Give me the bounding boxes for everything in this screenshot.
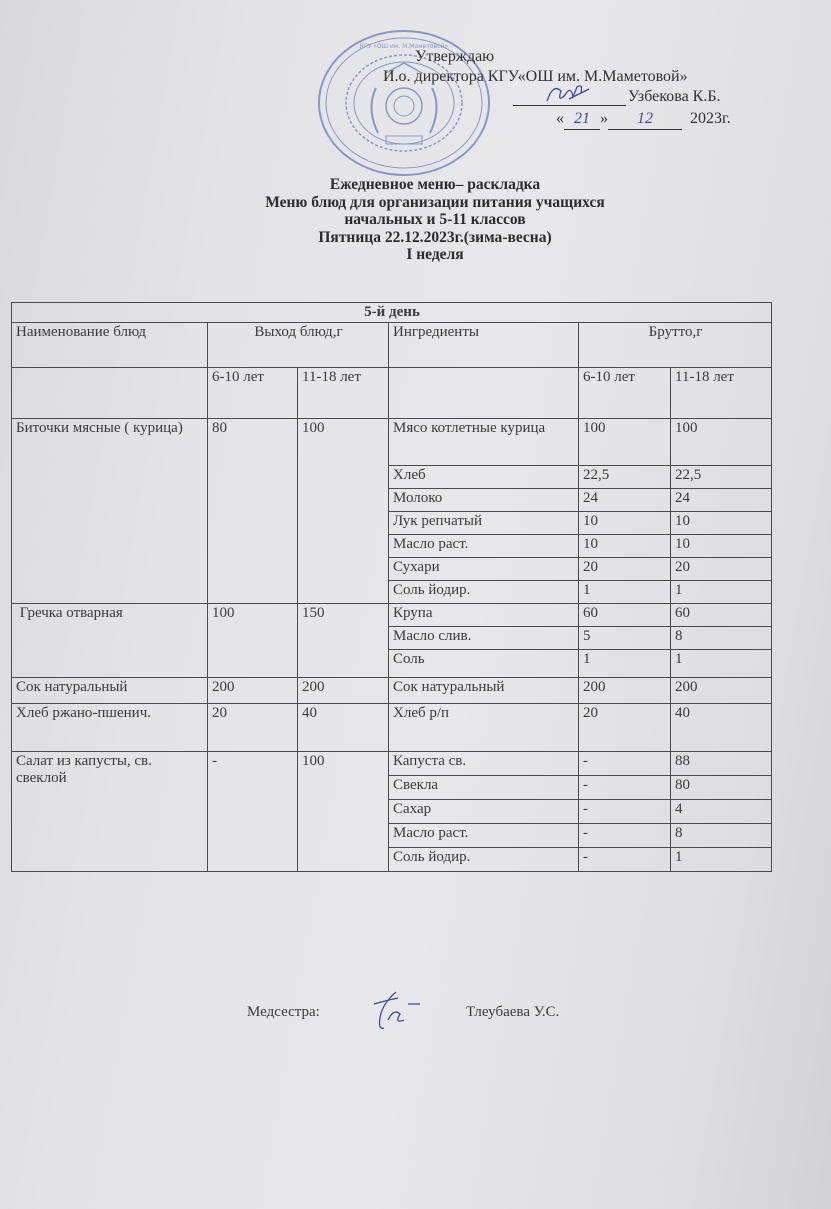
date-open-quote: « — [556, 110, 564, 127]
ingredient-gross-young: - — [579, 776, 671, 800]
ingredient-gross-young: 1 — [579, 581, 671, 604]
ingredient-name: Масло раст. — [389, 824, 579, 848]
nurse-name: Тлеубаева У.С. — [466, 1004, 560, 1020]
ingredient-name: Сок натуральный — [389, 678, 579, 704]
title-line-5: I неделя — [406, 246, 464, 263]
age-gross-young: 6-10 лет — [579, 368, 671, 419]
dish-yield-old: 100 — [298, 419, 389, 604]
dish-name: Салат из капусты, св. свеклой — [12, 752, 208, 872]
ingredient-gross-young: - — [579, 824, 671, 848]
ingredient-gross-young: 1 — [579, 650, 671, 678]
ingredient-name: Лук репчатый — [389, 512, 579, 535]
age-row — [12, 368, 772, 419]
ingredient-gross-young: 10 — [579, 512, 671, 535]
ingredient-gross-old: 200 — [671, 678, 772, 704]
nurse-role: Медсестра: — [247, 1004, 320, 1020]
ingredient-gross-young: 60 — [579, 604, 671, 627]
date-month: 12 — [608, 109, 682, 130]
title-line-1: Ежедневное меню– раскладка — [329, 176, 541, 193]
header-ingredients: Ингредиенты — [389, 323, 579, 368]
title-line-3: начальных и 5-11 классов — [344, 211, 526, 228]
ingredient-gross-young: 10 — [579, 535, 671, 558]
table-row — [12, 604, 772, 627]
ingredient-gross-old: 40 — [671, 704, 772, 752]
age-yield-young: 6-10 лет — [208, 368, 298, 419]
age-gross-old: 11-18 лет — [671, 368, 772, 419]
ingredient-gross-old: 1 — [671, 581, 772, 604]
age-empty-ingredient — [389, 368, 579, 419]
ingredient-gross-old: 22,5 — [671, 466, 772, 489]
table-row — [12, 419, 772, 466]
dish-yield-young: 80 — [208, 419, 298, 604]
dish-yield-young: 200 — [208, 678, 298, 704]
ingredient-name: Соль йодир. — [389, 848, 579, 872]
table-row — [12, 704, 772, 752]
date-day: 21 — [564, 109, 600, 130]
director-name: Узбекова К.Б. — [628, 88, 721, 105]
ingredient-gross-old: 1 — [671, 848, 772, 872]
ingredient-gross-old: 88 — [671, 752, 772, 776]
ingredient-gross-young: 20 — [579, 558, 671, 581]
dish-yield-old: 200 — [298, 678, 389, 704]
ingredient-gross-old: 1 — [671, 650, 772, 678]
day-header: 5-й день — [12, 303, 772, 323]
ingredient-gross-old: 4 — [671, 800, 772, 824]
ingredient-gross-young: - — [579, 848, 671, 872]
ingredient-gross-old: 8 — [671, 627, 772, 650]
table-row — [12, 678, 772, 704]
ingredient-name: Молоко — [389, 489, 579, 512]
stamp-text: КГУ «ОШ им. М.Маметовой» — [359, 43, 449, 50]
ingredient-gross-young: - — [579, 800, 671, 824]
director-signature — [543, 81, 593, 107]
dish-name: Биточки мясные ( курица) — [12, 419, 208, 604]
dish-name: Сок натуральный — [12, 678, 208, 704]
title-line-4: Пятница 22.12.2023г.(зима-весна) — [318, 228, 552, 246]
age-yield-old: 11-18 лет — [298, 368, 389, 419]
ingredient-gross-old: 10 — [671, 535, 772, 558]
ingredient-gross-young: 20 — [579, 704, 671, 752]
title-line-2: Меню блюд для организации питания учащихся — [265, 193, 605, 211]
header-gross: Брутто,г — [579, 323, 772, 368]
age-empty-dish — [12, 368, 208, 419]
ingredient-name: Масло раст. — [389, 535, 579, 558]
table-row — [12, 752, 772, 776]
ingredient-gross-old: 10 — [671, 512, 772, 535]
ingredient-name: Сахар — [389, 800, 579, 824]
dish-yield-old: 150 — [298, 604, 389, 678]
ingredient-name: Хлеб — [389, 466, 579, 489]
ingredient-gross-old: 8 — [671, 824, 772, 848]
header-row — [12, 323, 772, 368]
ingredient-name: Хлеб р/п — [389, 704, 579, 752]
ingredient-name: Сухари — [389, 558, 579, 581]
dish-name: Гречка отварная — [12, 604, 208, 678]
approval-label: Утверждаю — [415, 48, 495, 65]
ingredient-gross-young: 5 — [579, 627, 671, 650]
header-yield: Выход блюд,г — [208, 323, 389, 368]
ingredient-name: Капуста св. — [389, 752, 579, 776]
ingredient-name: Соль — [389, 650, 579, 678]
dish-yield-old: 40 — [298, 704, 389, 752]
ingredient-gross-old: 80 — [671, 776, 772, 800]
menu-table — [11, 302, 772, 872]
dish-yield-young: 20 — [208, 704, 298, 752]
ingredient-name: Свекла — [389, 776, 579, 800]
nurse-signature — [368, 990, 424, 1034]
dish-yield-young: - — [208, 752, 298, 872]
ingredient-gross-young: - — [579, 752, 671, 776]
approval-position: И.о. директора КГУ«ОШ им. М.Маметовой» — [383, 68, 688, 85]
ingredient-gross-old: 20 — [671, 558, 772, 581]
ingredient-name: Крупа — [389, 604, 579, 627]
ingredient-gross-young: 100 — [579, 419, 671, 466]
date-close-quote: » — [600, 110, 608, 127]
day-header-row — [12, 303, 772, 323]
ingredient-gross-old: 100 — [671, 419, 772, 466]
ingredient-name: Мясо котлетные курица — [389, 419, 579, 466]
ingredient-gross-young: 200 — [579, 678, 671, 704]
header-dish: Наименование блюд — [12, 323, 208, 368]
date-year: 2023г. — [690, 110, 731, 127]
ingredient-gross-young: 24 — [579, 489, 671, 512]
approval-date — [556, 109, 731, 130]
dish-yield-old: 100 — [298, 752, 389, 872]
ingredient-gross-young: 22,5 — [579, 466, 671, 489]
ingredient-gross-old: 60 — [671, 604, 772, 627]
document-title — [150, 176, 720, 264]
ingredient-name: Масло слив. — [389, 627, 579, 650]
dish-name: Хлеб ржано-пшенич. — [12, 704, 208, 752]
ingredient-name: Соль йодир. — [389, 581, 579, 604]
director-signature-line — [513, 87, 626, 106]
ingredient-gross-old: 24 — [671, 489, 772, 512]
dish-yield-young: 100 — [208, 604, 298, 678]
